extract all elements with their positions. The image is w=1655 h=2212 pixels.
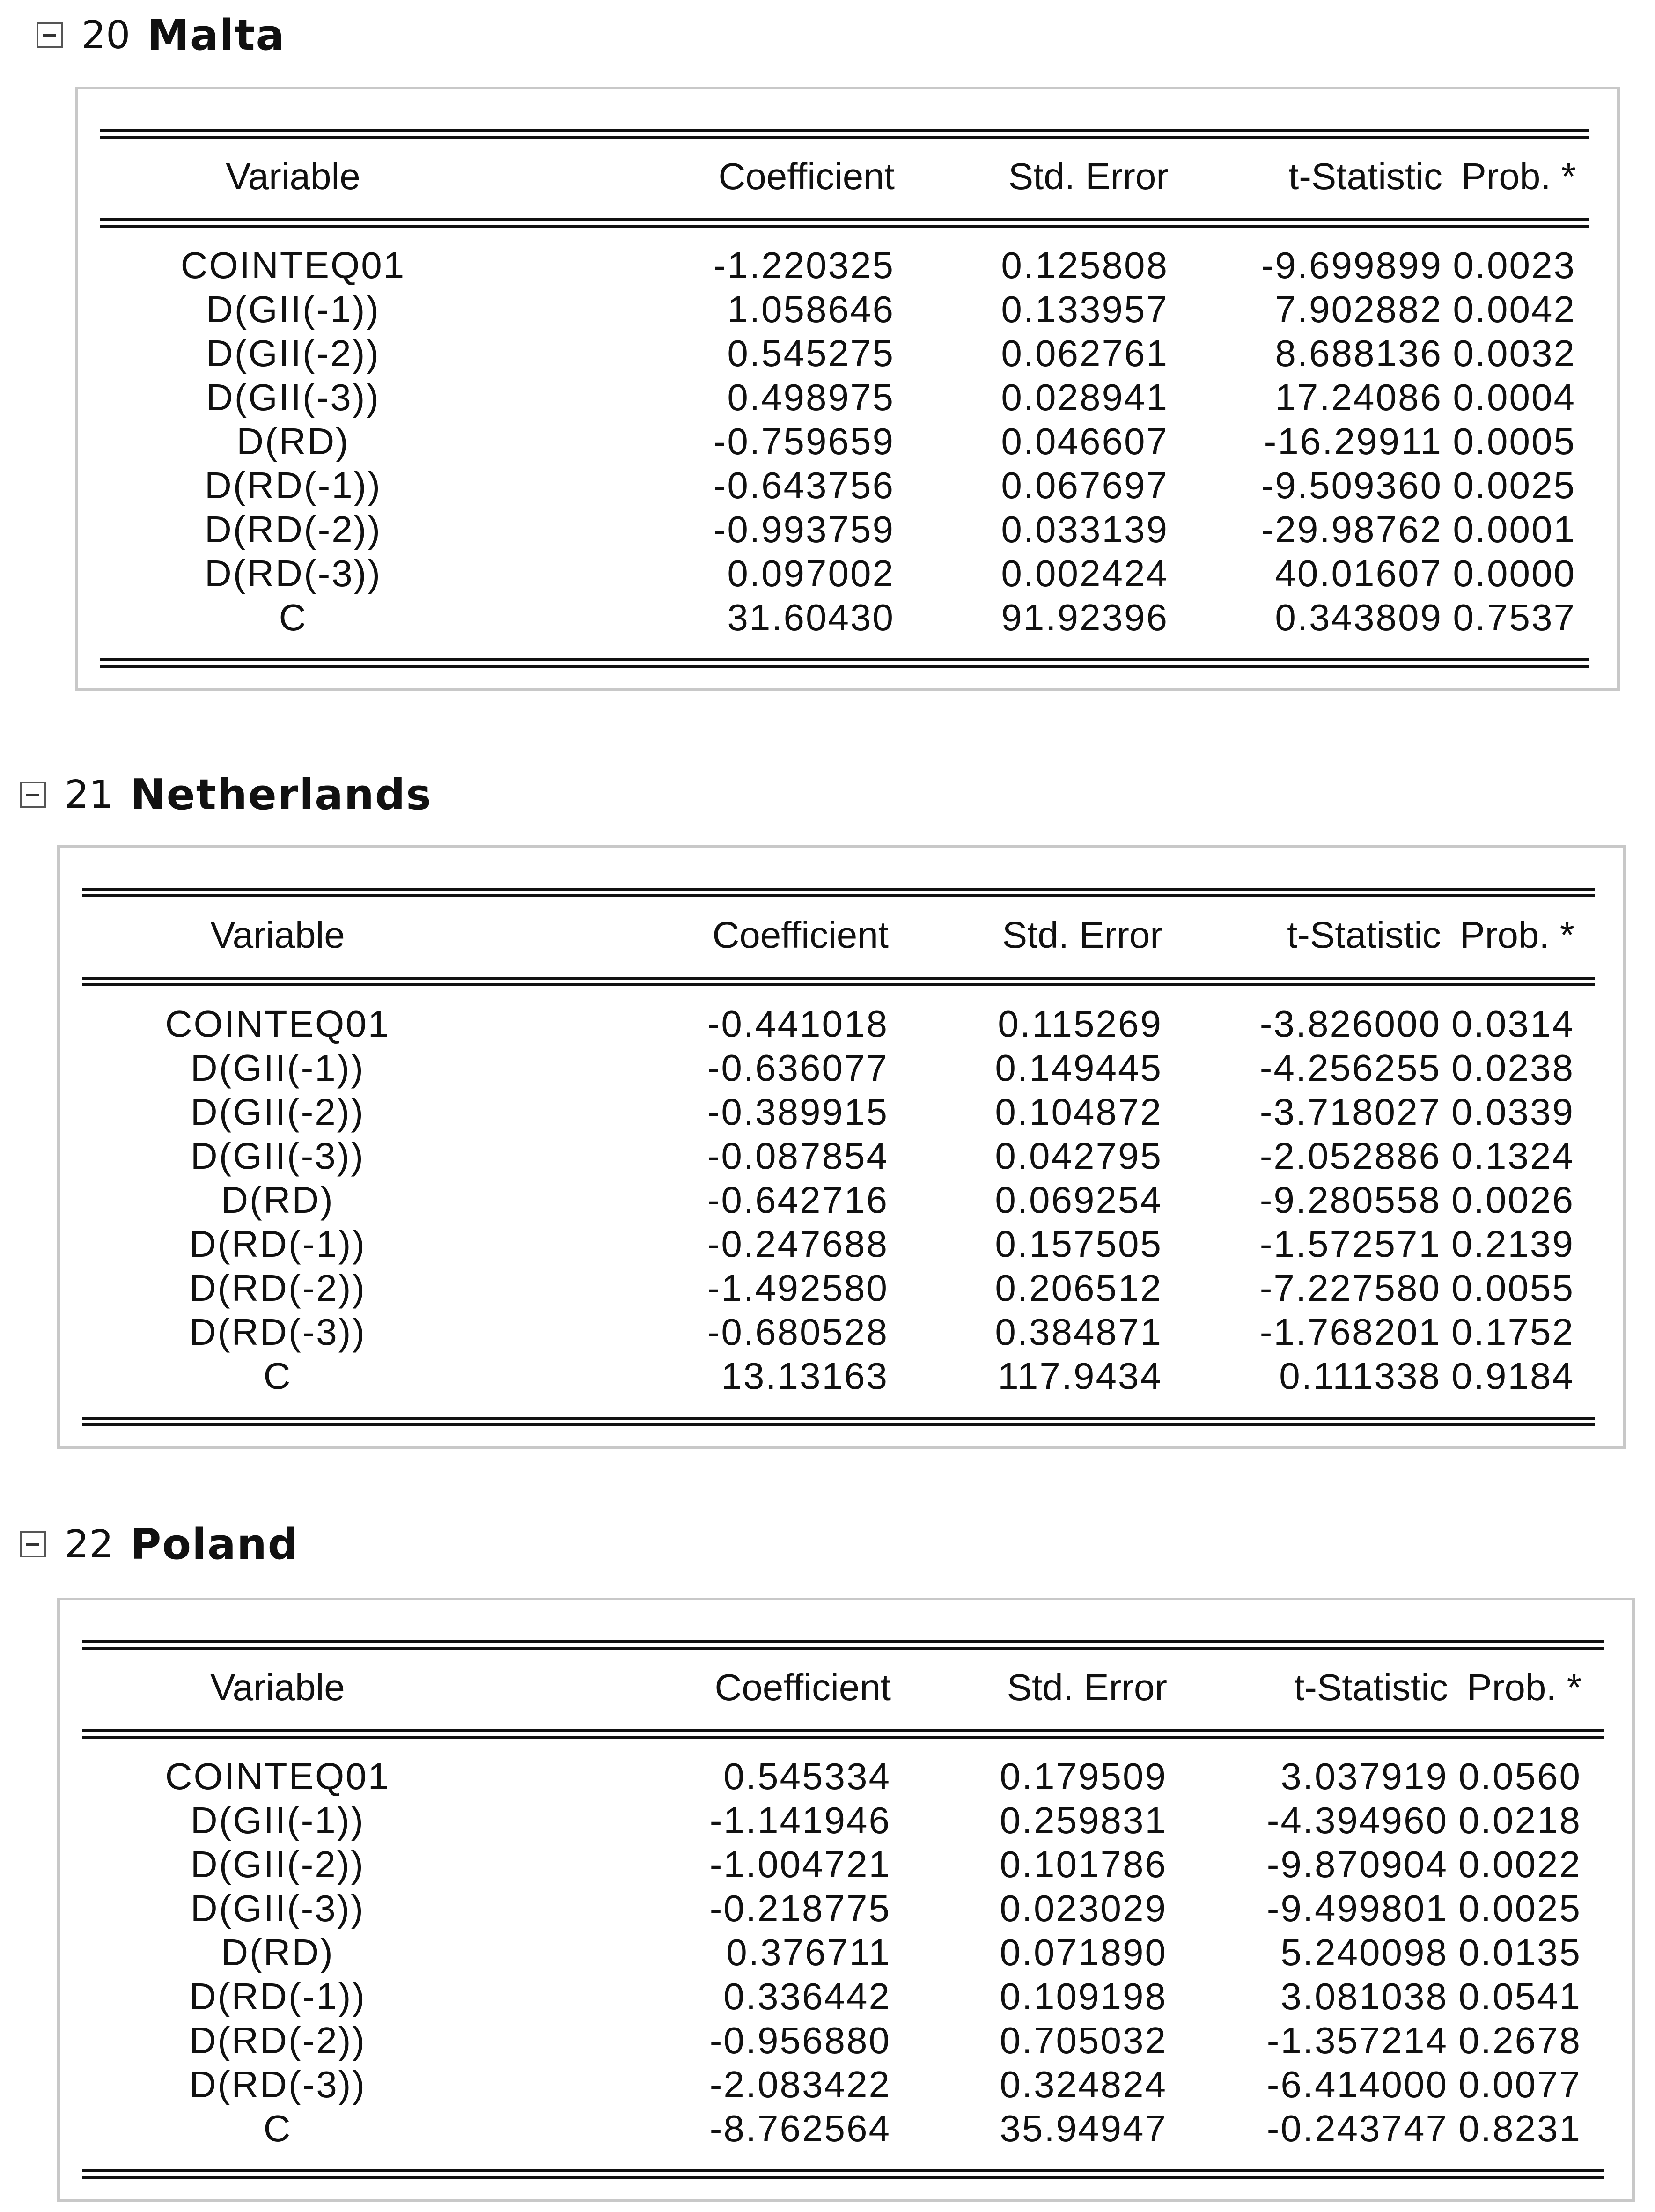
table-cell: 0.067697: [1001, 465, 1169, 506]
table-cell: 0.109198: [1000, 1976, 1167, 2017]
table-row: [60, 1975, 1632, 2019]
results-table: [57, 845, 1626, 1449]
table-cell: D(RD(-3)): [204, 553, 382, 594]
table-cell: 0.111338: [1279, 1355, 1441, 1397]
table-cell: -1.572571: [1259, 1223, 1441, 1265]
section-number: 22: [65, 1522, 114, 1567]
table-cell: D(GII(-2)): [190, 1091, 365, 1133]
table-cell: 0.133957: [1001, 288, 1169, 330]
table-cell: C: [263, 1355, 292, 1397]
table-cell: 0.0042: [1453, 288, 1576, 330]
table-cell: -0.389915: [707, 1091, 889, 1133]
table-cell: 0.336442: [723, 1976, 891, 2017]
table-cell: COINTEQ01: [165, 1755, 390, 1797]
table-cell: 0.1324: [1451, 1135, 1574, 1177]
table-cell: 31.60430: [727, 597, 895, 638]
table-top-rule: [82, 1640, 1604, 1650]
table-cell: 0.0032: [1453, 332, 1576, 374]
table-bottom-rule: [100, 658, 1589, 668]
table-cell: -0.993759: [713, 509, 895, 550]
table-cell: 0.104872: [995, 1091, 1162, 1133]
header-t-statistic: t-Statistic: [1294, 1666, 1448, 1708]
table-row: [60, 1843, 1632, 1887]
table-cell: D(RD(-1)): [204, 465, 382, 506]
table-cell: D(RD(-2)): [189, 1267, 366, 1309]
table-cell: -6.414000: [1266, 2064, 1448, 2105]
table-cell: -16.29911: [1264, 420, 1442, 462]
table-cell: 0.498975: [727, 376, 895, 418]
table-cell: 0.705032: [1000, 2020, 1167, 2061]
table-row: [60, 2063, 1632, 2107]
table-row: [60, 1755, 1632, 1799]
table-cell: -9.699899: [1261, 244, 1442, 286]
table-cell: 0.0314: [1451, 1003, 1574, 1045]
table-cell: 0.028941: [1001, 376, 1169, 418]
table-cell: D(RD): [221, 1179, 334, 1221]
table-cell: -2.083422: [709, 2064, 891, 2105]
table-row: [78, 508, 1617, 552]
table-header: [60, 1666, 1632, 1708]
table-cell: 91.92396: [1001, 597, 1169, 638]
table-row: [60, 1267, 1623, 1311]
table-cell: 0.0238: [1451, 1047, 1574, 1089]
table-cell: -9.280558: [1259, 1179, 1441, 1221]
table-cell: 0.0022: [1458, 1843, 1581, 1885]
table-cell: 0.097002: [727, 553, 895, 594]
table-cell: 0.376711: [726, 1932, 891, 1973]
table-row: [60, 1135, 1623, 1179]
header-std-error: Std. Error: [1002, 914, 1162, 956]
table-cell: -9.870904: [1266, 1843, 1448, 1885]
table-cell: D(GII(-3)): [190, 1135, 365, 1177]
table-cell: 1.058646: [727, 288, 895, 330]
table-cell: -1.004721: [709, 1843, 891, 1885]
table-header: [78, 155, 1617, 197]
table-cell: D(GII(-3)): [206, 376, 381, 418]
table-cell: D(RD): [236, 420, 350, 462]
table-header-rule: [100, 218, 1589, 228]
section-number: 21: [65, 772, 114, 817]
section-title: Malta: [147, 10, 286, 60]
table-top-rule: [82, 888, 1595, 897]
table-cell: -1.492580: [707, 1267, 889, 1309]
table-row: [78, 420, 1617, 464]
section-header: [20, 770, 432, 819]
table-row: [60, 2019, 1632, 2063]
table-cell: 0.002424: [1001, 553, 1169, 594]
table-cell: 0.0541: [1458, 1976, 1581, 2017]
table-cell: 0.545334: [723, 1755, 891, 1797]
table-cell: 0.069254: [995, 1179, 1162, 1221]
table-cell: -8.762564: [709, 2108, 891, 2149]
table-cell: 0.0560: [1458, 1755, 1581, 1797]
table-cell: D(RD(-1)): [189, 1223, 366, 1265]
table-header: [60, 914, 1623, 956]
table-row: [60, 1355, 1623, 1399]
table-cell: -3.826000: [1259, 1003, 1441, 1045]
table-cell: -0.441018: [707, 1003, 889, 1045]
table-cell: COINTEQ01: [180, 244, 406, 286]
table-cell: C: [279, 597, 308, 638]
table-cell: 3.081038: [1280, 1976, 1448, 2017]
section-title: Poland: [130, 1519, 299, 1569]
header-prob: Prob. *: [1460, 914, 1574, 956]
table-cell: 7.902882: [1275, 288, 1442, 330]
table-cell: 0.2678: [1458, 2020, 1581, 2061]
results-table: [75, 87, 1620, 691]
section-header: [20, 1519, 299, 1569]
table-cell: 0.206512: [995, 1267, 1162, 1309]
table-cell: D(RD(-2)): [204, 509, 382, 550]
table-cell: 0.0023: [1453, 244, 1576, 286]
table-row: [60, 1311, 1623, 1355]
header-coefficient: Coefficient: [714, 1666, 891, 1708]
collapse-toggle-icon[interactable]: [20, 1531, 46, 1557]
table-bottom-rule: [82, 2169, 1604, 2179]
table-cell: C: [263, 2108, 292, 2149]
table-cell: D(RD): [221, 1932, 334, 1973]
table-cell: -3.718027: [1259, 1091, 1441, 1133]
table-row: [78, 464, 1617, 508]
table-cell: -2.052886: [1259, 1135, 1441, 1177]
table-cell: -0.642716: [707, 1179, 889, 1221]
table-row: [60, 2107, 1632, 2151]
table-cell: -0.636077: [707, 1047, 889, 1089]
collapse-toggle-icon[interactable]: [20, 782, 46, 808]
table-cell: 3.037919: [1280, 1755, 1448, 1797]
table-body: [78, 244, 1617, 640]
table-cell: 0.0055: [1451, 1267, 1574, 1309]
results-table: [57, 1598, 1635, 2202]
table-cell: -0.956880: [709, 2020, 891, 2061]
table-bottom-rule: [82, 1417, 1595, 1426]
table-cell: -0.087854: [707, 1135, 889, 1177]
table-row: [60, 1223, 1623, 1267]
table-cell: D(RD(-3)): [189, 2064, 366, 2105]
table-cell: -0.247688: [707, 1223, 889, 1265]
header-coefficient: Coefficient: [712, 914, 889, 956]
table-cell: 0.0077: [1458, 2064, 1581, 2105]
table-cell: -4.394960: [1266, 1799, 1448, 1841]
header-prob: Prob. *: [1461, 155, 1576, 197]
table-cell: 0.0000: [1453, 553, 1576, 594]
table-cell: 35.94947: [1000, 2108, 1167, 2149]
table-cell: 5.240098: [1280, 1932, 1448, 1973]
table-cell: D(RD(-2)): [189, 2020, 366, 2061]
table-cell: -1.220325: [713, 244, 895, 286]
table-top-rule: [100, 129, 1589, 139]
table-cell: D(GII(-2)): [206, 332, 381, 374]
table-cell: 0.149445: [995, 1047, 1162, 1089]
table-header-rule: [82, 977, 1595, 986]
table-row: [78, 552, 1617, 596]
table-cell: 0.042795: [995, 1135, 1162, 1177]
table-cell: -1.357214: [1266, 2020, 1448, 2061]
table-cell: 0.2139: [1451, 1223, 1574, 1265]
header-std-error: Std. Error: [1008, 155, 1169, 197]
table-body: [60, 1755, 1632, 2151]
table-cell: 0.023029: [1000, 1888, 1167, 1929]
table-cell: 0.157505: [995, 1223, 1162, 1265]
table-row: [78, 596, 1617, 640]
table-cell: D(GII(-3)): [190, 1888, 365, 1929]
table-row: [60, 1091, 1623, 1135]
table-row: [60, 1047, 1623, 1091]
table-cell: 0.9184: [1451, 1355, 1574, 1397]
table-cell: 0.0025: [1458, 1888, 1581, 1929]
section-number: 20: [81, 13, 131, 58]
table-cell: -0.218775: [709, 1888, 891, 1929]
table-cell: 0.071890: [1000, 1932, 1167, 1973]
table-cell: 13.13163: [721, 1355, 889, 1397]
table-cell: -0.759659: [713, 420, 895, 462]
table-row: [78, 332, 1617, 376]
table-cell: 0.0005: [1453, 420, 1576, 462]
table-cell: -0.643756: [713, 465, 895, 506]
table-row: [60, 1887, 1632, 1931]
header-variable: Variable: [210, 1666, 345, 1708]
table-cell: 17.24086: [1275, 376, 1442, 418]
table-row: [60, 1179, 1623, 1223]
table-cell: D(GII(-1)): [190, 1799, 365, 1841]
table-cell: 117.9434: [998, 1355, 1162, 1397]
header-t-statistic: t-Statistic: [1287, 914, 1441, 956]
header-std-error: Std. Error: [1007, 1666, 1167, 1708]
table-cell: 0.545275: [727, 332, 895, 374]
table-cell: 0.0135: [1458, 1932, 1581, 1973]
table-cell: 0.259831: [1000, 1799, 1167, 1841]
table-cell: 8.688136: [1275, 332, 1442, 374]
table-cell: -4.256255: [1259, 1047, 1441, 1089]
table-header-rule: [82, 1729, 1604, 1739]
table-row: [60, 1003, 1623, 1047]
section-title: Netherlands: [130, 770, 432, 819]
table-cell: -7.227580: [1259, 1267, 1441, 1309]
header-prob: Prob. *: [1467, 1666, 1581, 1708]
table-cell: 0.343809: [1275, 597, 1442, 638]
table-cell: -1.141946: [709, 1799, 891, 1841]
collapse-toggle-icon[interactable]: [37, 22, 63, 48]
table-cell: COINTEQ01: [165, 1003, 390, 1045]
table-cell: -1.768201: [1259, 1311, 1441, 1353]
table-cell: -9.499801: [1266, 1888, 1448, 1929]
table-cell: D(GII(-1)): [206, 288, 381, 330]
table-cell: 0.384871: [995, 1311, 1162, 1353]
table-row: [60, 1799, 1632, 1843]
table-body: [60, 1003, 1623, 1399]
table-cell: 0.101786: [1000, 1843, 1167, 1885]
table-cell: 40.01607: [1275, 553, 1442, 594]
table-cell: 0.0339: [1451, 1091, 1574, 1133]
table-cell: 0.0001: [1453, 509, 1576, 550]
header-coefficient: Coefficient: [718, 155, 895, 197]
table-cell: 0.1752: [1451, 1311, 1574, 1353]
table-cell: -9.509360: [1261, 465, 1442, 506]
table-cell: 0.033139: [1001, 509, 1169, 550]
table-cell: 0.0218: [1458, 1799, 1581, 1841]
table-row: [60, 1931, 1632, 1975]
table-cell: D(RD(-1)): [189, 1976, 366, 2017]
table-cell: 0.8231: [1458, 2108, 1581, 2149]
table-cell: 0.0026: [1451, 1179, 1574, 1221]
table-cell: 0.7537: [1453, 597, 1576, 638]
table-cell: -29.98762: [1261, 509, 1442, 550]
table-cell: 0.0025: [1453, 465, 1576, 506]
table-cell: D(GII(-2)): [190, 1843, 365, 1885]
table-row: [78, 244, 1617, 288]
header-t-statistic: t-Statistic: [1288, 155, 1442, 197]
table-cell: D(RD(-3)): [189, 1311, 366, 1353]
table-cell: D(GII(-1)): [190, 1047, 365, 1089]
table-cell: -0.680528: [707, 1311, 889, 1353]
table-cell: 0.179509: [1000, 1755, 1167, 1797]
table-cell: 0.115269: [998, 1003, 1162, 1045]
table-cell: -0.243747: [1266, 2108, 1448, 2149]
table-cell: 0.324824: [1000, 2064, 1167, 2105]
header-variable: Variable: [210, 914, 345, 956]
header-variable: Variable: [226, 155, 360, 197]
section-header: [37, 10, 286, 60]
table-cell: 0.046607: [1001, 420, 1169, 462]
table-cell: 0.125808: [1001, 244, 1169, 286]
table-cell: 0.062761: [1001, 332, 1169, 374]
table-cell: 0.0004: [1453, 376, 1576, 418]
table-row: [78, 376, 1617, 420]
table-row: [78, 288, 1617, 332]
